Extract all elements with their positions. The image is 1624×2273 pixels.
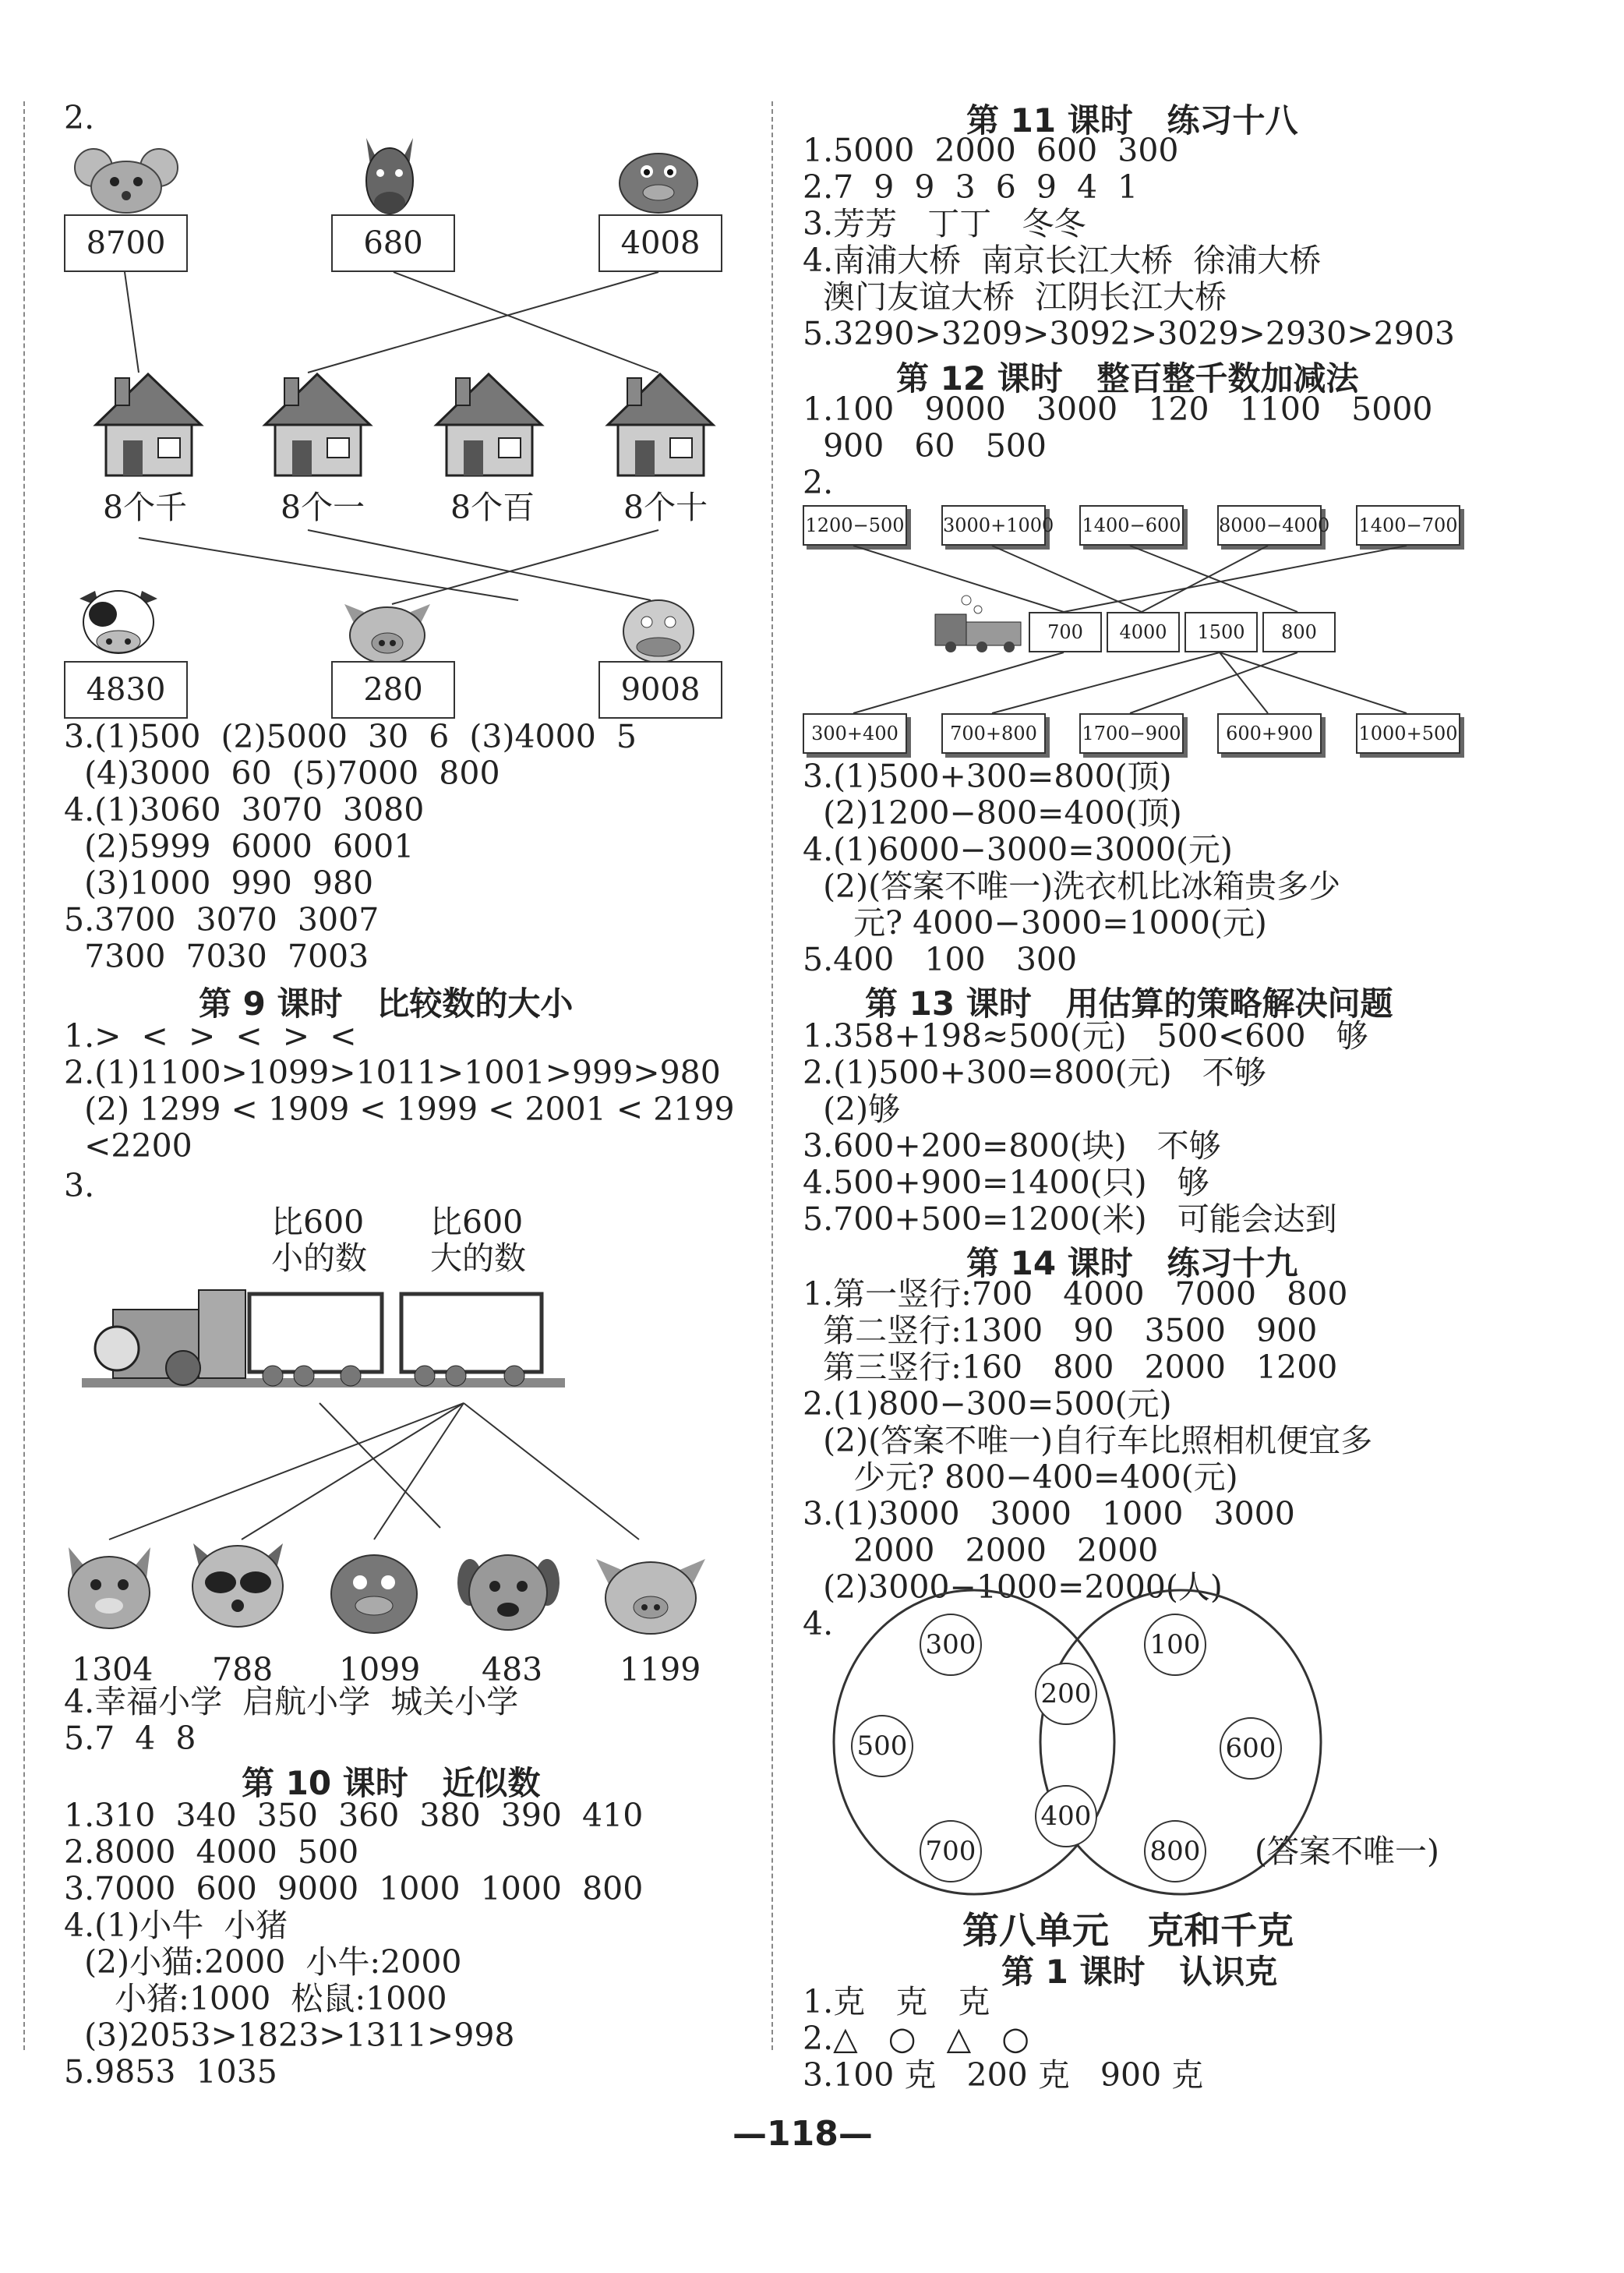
number-circle: 500 <box>851 1715 913 1777</box>
page-number: —118— <box>733 2114 873 2154</box>
answer-line: 2.△ ○ △ ○ <box>803 2020 1030 2057</box>
answer-line: 2.(1)1100>1099>1011>1001>999>980 <box>64 1054 721 1091</box>
expression-box: 1700−900 <box>1079 713 1184 754</box>
answer-line: (2)(答案不唯一)洗衣机比冰箱贵多少 <box>803 868 1341 905</box>
answer-line: 1.克 克 克 <box>803 1983 990 2020</box>
train-car: 4000 <box>1107 612 1180 652</box>
answer-line: 3.(1)500 (2)5000 30 6 (3)4000 5 <box>64 718 637 755</box>
expression-box: 1000+500 <box>1356 713 1460 754</box>
number-circle: 100 <box>1144 1614 1206 1676</box>
left-margin-line <box>23 101 25 2050</box>
number-circle: 700 <box>920 1820 982 1882</box>
lesson-12-title: 第 12 课时 整百整千数加减法 <box>896 359 1359 398</box>
expression-box: 8000−4000 <box>1217 505 1322 546</box>
lesson-9-title: 第 9 课时 比较数的大小 <box>199 984 574 1023</box>
answer-line: 4.(1)小牛 小猪 <box>64 1907 288 1944</box>
answer-line: 1.第一竖行:700 4000 7000 800 <box>803 1275 1348 1313</box>
answer-line: 3. <box>64 1167 95 1204</box>
number-box-280: 280 <box>331 661 455 719</box>
answer-line: 1.358+198≈500(元) 500<600 够 <box>803 1017 1368 1055</box>
answer-line: 4. <box>803 1605 834 1642</box>
animal-number: 1304 <box>72 1651 154 1688</box>
train-car: 800 <box>1262 612 1336 652</box>
question-2-label: 2. <box>64 99 95 136</box>
answer-line: 3.(1)3000 3000 1000 3000 <box>803 1495 1295 1532</box>
expression-box: 600+900 <box>1217 713 1322 754</box>
animal-number: 1199 <box>620 1651 701 1688</box>
number-box-4830: 4830 <box>64 661 188 719</box>
number-circle: 800 <box>1144 1820 1206 1882</box>
train-label-more: 比600 大的数 <box>430 1204 526 1277</box>
number-circle: 400 <box>1035 1785 1097 1847</box>
unit-8-title: 第八单元 克和千克 <box>962 1910 1294 1953</box>
answer-line: 3.600+200=800(块) 不够 <box>803 1127 1221 1165</box>
answer-note: (答案不唯一) <box>1255 1833 1439 1870</box>
lesson-10-title: 第 10 课时 近似数 <box>242 1764 541 1802</box>
train-label-less: 比600 小的数 <box>271 1204 367 1277</box>
number-box-4008: 4008 <box>598 214 722 272</box>
train-car: 700 <box>1029 612 1102 652</box>
lesson-11-title: 第 11 课时 练习十八 <box>966 101 1298 140</box>
answer-line: 澳门友谊大桥 江阴长江大桥 <box>803 278 1227 316</box>
answer-line: (2) 1299 < 1909 < 1999 < 2001 < 2199 <box>64 1091 735 1128</box>
answer-line: 2000 2000 2000 <box>803 1532 1159 1569</box>
lesson-13-title: 第 13 课时 用估算的策略解决问题 <box>865 984 1393 1023</box>
animal-number: 1099 <box>339 1651 421 1688</box>
animal-number: 483 <box>482 1651 543 1688</box>
house-label: 8个千 <box>103 489 188 526</box>
answer-line: (3)1000 990 980 <box>64 864 374 902</box>
answer-line: 4.幸福小学 启航小学 城关小学 <box>64 1683 519 1720</box>
expression-box: 3000+1000 <box>941 505 1046 546</box>
expression-box: 1200−500 <box>803 505 907 546</box>
number-circle: 300 <box>920 1614 982 1676</box>
answer-line: 4.500+900=1400(只) 够 <box>803 1164 1209 1201</box>
answer-line: 1.310 340 350 360 380 390 410 <box>64 1797 644 1834</box>
answer-line: (2)小猫:2000 小牛:2000 <box>64 1943 462 1981</box>
answer-line: (2)3000−1000=2000(人) <box>803 1568 1223 1606</box>
answer-line: 2. <box>803 464 834 501</box>
expression-box: 300+400 <box>803 713 907 754</box>
answer-line: 3.(1)500+300=800(顶) <box>803 758 1172 795</box>
number-box-9008: 9008 <box>598 661 722 719</box>
answer-line: 900 60 500 <box>803 427 1047 465</box>
answer-line: 3.7000 600 9000 1000 1000 800 <box>64 1870 644 1907</box>
answer-line: 小猪:1000 松鼠:1000 <box>64 1980 447 2017</box>
house-label: 8个一 <box>281 489 365 526</box>
answer-line: (2)5999 6000 6001 <box>64 828 415 865</box>
answer-line: (4)3000 60 (5)7000 800 <box>64 755 500 792</box>
lesson-14-title: 第 14 课时 练习十九 <box>966 1244 1298 1282</box>
answer-line: 2.7 9 9 3 6 9 4 1 <box>803 168 1139 206</box>
answer-line: 第三竖行:160 800 2000 1200 <box>803 1349 1338 1386</box>
answer-line: 5.3290>3209>3092>3029>2930>2903 <box>803 315 1455 352</box>
answer-line: 4.(1)3060 3070 3080 <box>64 791 425 829</box>
answer-line: 少元? 800−400=400(元) <box>803 1458 1238 1496</box>
answer-line: 5.7 4 8 <box>64 1720 196 1757</box>
number-box-680: 680 <box>331 214 455 272</box>
answer-line: 2.(1)500+300=800(元) 不够 <box>803 1054 1266 1091</box>
answer-line: 3.芳芳 丁丁 冬冬 <box>803 205 1086 242</box>
number-circle: 200 <box>1035 1663 1097 1725</box>
expression-box: 1400−600 <box>1079 505 1184 546</box>
number-circle: 600 <box>1220 1717 1282 1780</box>
answer-line: 5.700+500=1200(米) 可能会达到 <box>803 1200 1337 1238</box>
house-label: 8个十 <box>623 489 708 526</box>
answer-line: 2.(1)800−300=500(元) <box>803 1385 1172 1423</box>
answer-line: 1.> < > < > < <box>64 1017 357 1055</box>
animal-number: 788 <box>212 1651 274 1688</box>
answer-line: (2)1200−800=400(顶) <box>803 794 1182 832</box>
answer-line: 元? 4000−3000=1000(元) <box>803 904 1267 942</box>
answer-line: 5.400 100 300 <box>803 941 1078 978</box>
answer-line: <2200 <box>64 1127 192 1165</box>
answer-line: (3)2053>1823>1311>998 <box>64 2017 515 2054</box>
expression-box: 1400−700 <box>1356 505 1460 546</box>
answer-line: 3.100 克 200 克 900 克 <box>803 2056 1204 2094</box>
answer-line: 1.5000 2000 600 300 <box>803 132 1179 169</box>
lesson-1-title: 第 1 课时 认识克 <box>1001 1953 1278 1991</box>
answer-line: (2)(答案不唯一)自行车比照相机便宜多 <box>803 1422 1373 1459</box>
expression-box: 700+800 <box>941 713 1046 754</box>
answer-line: 1.100 9000 3000 120 1100 5000 <box>803 391 1433 428</box>
house-label: 8个百 <box>450 489 535 526</box>
answer-line: 5.3700 3070 3007 <box>64 901 380 939</box>
answer-line: 7300 7030 7003 <box>64 938 369 975</box>
answer-line: 第二竖行:1300 90 3500 900 <box>803 1312 1318 1349</box>
train-car: 1500 <box>1184 612 1258 652</box>
answer-line: (2)够 <box>803 1091 901 1128</box>
column-divider <box>771 101 773 2050</box>
number-box-8700: 8700 <box>64 214 188 272</box>
answer-line: 4.南浦大桥 南京长江大桥 徐浦大桥 <box>803 242 1322 279</box>
answer-line: 2.8000 4000 500 <box>64 1833 359 1871</box>
answer-line: 4.(1)6000−3000=3000(元) <box>803 831 1233 868</box>
answer-line: 5.9853 1035 <box>64 2053 277 2091</box>
